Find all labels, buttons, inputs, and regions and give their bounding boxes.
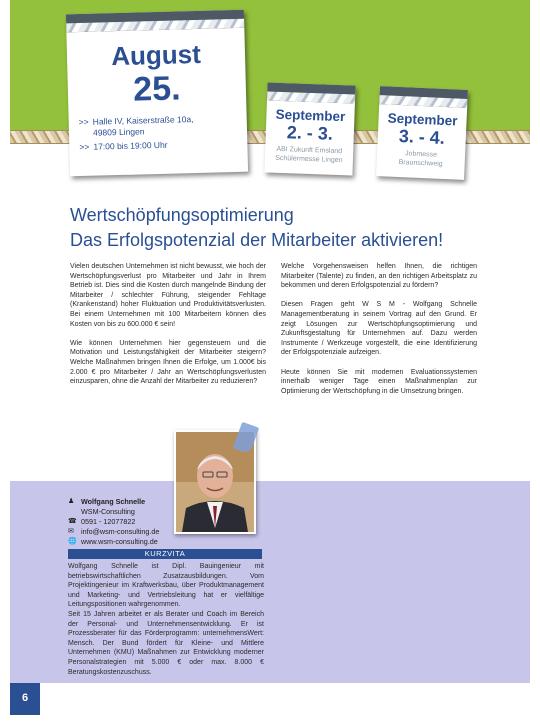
- calendar-binding: [267, 82, 356, 103]
- person-icon: ♟: [68, 498, 75, 505]
- calendar-day: 25.: [132, 69, 182, 109]
- kurzvita-heading: KURZVITA: [68, 549, 262, 559]
- mail-icon: ✉: [68, 528, 74, 535]
- article-paragraph: Vielen deutschen Unternehmen ist nicht bewusst, wie hoch der Wertschöpfungsverlust pro Mitarbeiter und Jahr in Ihrem Betrieb ist. Dies sind die Kosten durch mangelnde Bindung der Mitarbeiter / schlechter Führung, steigender Fehltage (Krankenstand) hoher Fluktuation und Produktivitätsverlusten. Bei einem Unternehmen mit 100 Mitarbeitern können dies Kosten von bis zu 600.000 € sein!: [70, 263, 266, 328]
- article-title: Wertschöpfungsoptimierung: [70, 205, 294, 225]
- article-column-left: [70, 262, 266, 396]
- event-address-line2: 49809 Lingen: [92, 126, 145, 138]
- calendar-third-event: [376, 86, 468, 180]
- calendar-main-event: [66, 10, 248, 177]
- calendar-day: 2. - 3.: [286, 122, 334, 144]
- article-subtitle: Das Erfolgspotenzial der Mitarbeiter aktivieren!: [70, 230, 444, 250]
- calendar-month: September: [275, 106, 346, 125]
- event-details: [79, 113, 248, 153]
- article-paragraph: Welche Vorgehensweisen helfen Ihnen, die richtigen Mitarbeiter (Talente) zu finden, an den richtigen Arbeitsplatz zu bekommen und deren Erfolgspotenzial zu fördern?: [281, 263, 477, 290]
- author-company: WSM-Consulting: [81, 507, 135, 516]
- author-name: Wolfgang Schnelle: [81, 497, 146, 506]
- magazine-page: [10, 0, 530, 715]
- event-name-line2: Braunschweig: [398, 159, 443, 168]
- event-time: 17:00 bis 19:00 Uhr: [93, 139, 168, 152]
- arrow-icon: >>: [79, 141, 90, 153]
- author-website[interactable]: www.wsm-consulting.de: [81, 537, 158, 546]
- phone-icon: ☎: [68, 518, 77, 525]
- article-paragraph: Wie können Unternehmen hier gegensteuern und die Motivation und Leistungsfähigkeit der Mitarbeiter steigern? Welche Maßnahmen bringen Ihnen die Erfolge, um 1.000€ bis 2.000 € pro Mitarbeiter / Jahr an Wertschöpfungsverlusten einzusparen, ohne die Anzahl der Mitarbeiter zu reduzieren?: [70, 339, 266, 386]
- author-phone: 0591 - 12077822: [81, 517, 136, 526]
- globe-icon: 🌐: [68, 538, 77, 545]
- event-name-line1: Jobmesse: [404, 150, 438, 159]
- bio-paragraph: Seit 15 Jahren arbeitet er als Berater und Coach im Bereich der Personal- und Unternehmensentwicklung. Er ist Prozessberater für das Förderprogramm: unternehmensWert: Mensch. Der Bund fördert für Kleine- und Mittlere Unternehmen (KMU) Maßnahmen zur Entwicklung moderner Personalstrategien mit 5.000 € oder max. 8.000 € Beratungskostenzuschuss.: [68, 610, 264, 676]
- event-name-line1: ABI Zukunft Emsland: [276, 145, 343, 156]
- article-column-right: [281, 262, 477, 406]
- article-paragraph: Diesen Fragen geht W S M - Wolfgang Schnelle Managementberatung in seinem Vortrag auf den Grund. Er zeigt Lösungen zur Wertschöpfungsoptimierung und Zukunftsgestaltung für Unternehmen auf. Dazu werden Instrumente / Werkzeuge vorgestellt, die eine Identifizierung der Erfolgspotenziale aufzeigen.: [281, 301, 477, 357]
- bio-paragraph: Wolfgang Schnelle ist Dipl. Bauingenieur mit betriebswirtschaftlichen Zusatzausbildungen. Vom Projektingenieur im Kraftwerksbau, über Produktmanagement und Marketing- und Vertriebsleitung hat er vielfältige Leitungspositionen wahrgenommen.: [68, 563, 264, 609]
- calendar-binding: [66, 10, 244, 33]
- calendar-binding: [379, 86, 468, 108]
- calendar-second-event: [264, 82, 355, 175]
- author-contact: [68, 497, 159, 547]
- event-name-line2: Schülermesse Lingen: [275, 154, 343, 165]
- kurzvita-text: [68, 562, 264, 677]
- calendar-month: August: [110, 38, 202, 72]
- calendar-month: September: [387, 110, 458, 129]
- calendar-day: 3. - 4.: [398, 126, 446, 148]
- arrow-icon: >>: [78, 116, 89, 128]
- article-paragraph: Heute können Sie mit modernen Evaluationssystemen innerhalb weniger Tage einen Maßnahmenplan zur Optimierung der Wertschöpfung in die Umsetzung bringen.: [281, 368, 477, 395]
- event-address-line1: Halle IV, Kaiserstraße 10a,: [92, 114, 194, 127]
- author-email[interactable]: info@wsm-consulting.de: [81, 527, 160, 536]
- page-number: 6: [10, 683, 40, 715]
